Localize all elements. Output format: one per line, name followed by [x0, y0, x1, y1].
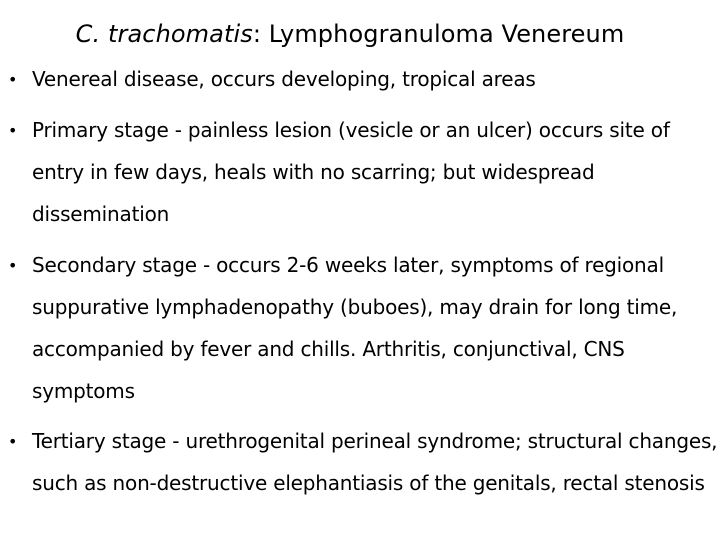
- bullet-text: Venereal disease, occurs developing, tropical areas: [32, 67, 536, 91]
- bullet-text: Tertiary stage - urethrogenital perineal syndrome; structural changes, such as non-destructive elephantiasis of the genitals, rectal stenosis: [32, 429, 718, 495]
- bullet-text: Primary stage - painless lesion (vesicle or an ulcer) occurs site of entry in few days, heals with no scarring; but widespread dissemination: [32, 118, 670, 226]
- slide-title-italic: C. trachomatis: [75, 20, 253, 48]
- bullet-dot-icon: •: [8, 432, 18, 451]
- bullet-text: Secondary stage - occurs 2-6 weeks later, symptoms of regional suppurative lymphadenopathy (buboes), may drain for long time, accompanied by fever and chills. Arthritis, conjunctival, CNS symptoms: [32, 253, 678, 403]
- bullet-dot-icon: •: [8, 256, 18, 275]
- slide-title-rest: : Lymphogranuloma Venereum: [252, 20, 625, 48]
- bullet-dot-icon: •: [8, 121, 18, 140]
- bullet-dot-icon: •: [8, 70, 18, 89]
